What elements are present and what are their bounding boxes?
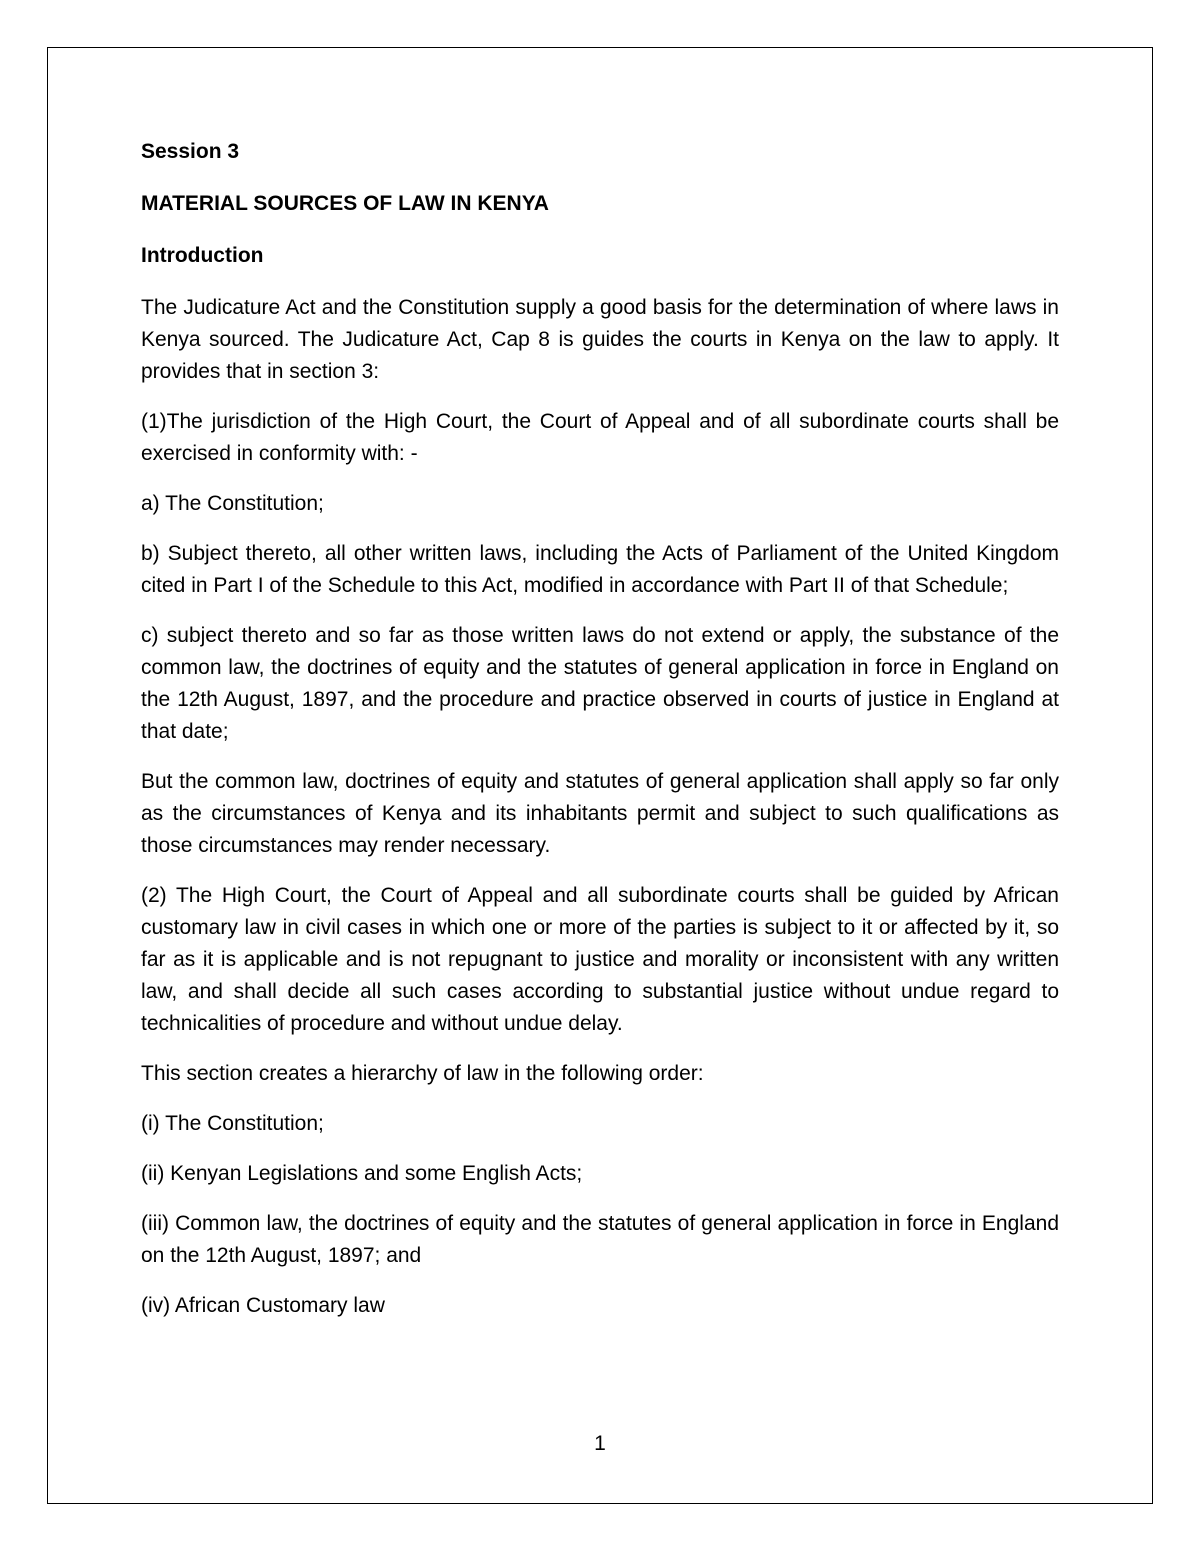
- document-body: [141, 136, 1059, 1340]
- hierarchy-item-4: (iv) African Customary law: [141, 1294, 385, 1317]
- document-title: MATERIAL SOURCES OF LAW IN KENYA: [141, 192, 549, 215]
- list-item-c: c) subject thereto and so far as those written laws do not extend or apply, the substance of the common law, the doctrines of equity and the statutes of general application in force in England on the 12th August, 1897, and the procedure and practice observed in courts of justice in England at that date;: [141, 624, 1059, 743]
- paragraph-proviso: But the common law, doctrines of equity and statutes of general application shall apply so far only as the circumstances of Kenya and its inhabitants permit and subject to such qualifications as those circumstances may render necessary.: [141, 770, 1059, 857]
- list-item-a: a) The Constitution;: [141, 492, 324, 515]
- hierarchy-item-1: (i) The Constitution;: [141, 1112, 324, 1135]
- paragraph-hierarchy-intro: This section creates a hierarchy of law in the following order:: [141, 1062, 704, 1085]
- hierarchy-item-3: (iii) Common law, the doctrines of equity and the statutes of general application in force in England on the 12th August, 1897; and: [141, 1212, 1059, 1267]
- session-heading: Session 3: [141, 140, 240, 163]
- paragraph-subsection-2: (2) The High Court, the Court of Appeal and all subordinate courts shall be guided by African customary law in civil cases in which one or more of the parties is subject to it or affected by it, so far as it is applicable and is not repugnant to justice and morality or inconsistent with any written law, and shall decide all such cases according to substantial justice without undue regard to technicalities of procedure and without undue delay.: [141, 884, 1059, 1035]
- list-item-b: b) Subject thereto, all other written laws, including the Acts of Parliament of the United Kingdom cited in Part I of the Schedule to this Act, modified in accordance with Part II of that Schedule;: [141, 542, 1059, 597]
- page-number: 1: [594, 1432, 606, 1455]
- introduction-heading: Introduction: [141, 244, 264, 267]
- hierarchy-item-2: (ii) Kenyan Legislations and some English Acts;: [141, 1162, 583, 1185]
- paragraph-subsection-1: (1)The jurisdiction of the High Court, the Court of Appeal and of all subordinate courts shall be exercised in conformity with: -: [141, 410, 1059, 465]
- paragraph-intro: The Judicature Act and the Constitution supply a good basis for the determination of where laws in Kenya sourced. The Judicature Act, Cap 8 is guides the courts in Kenya on the law to apply. It provides that in section 3:: [141, 296, 1059, 383]
